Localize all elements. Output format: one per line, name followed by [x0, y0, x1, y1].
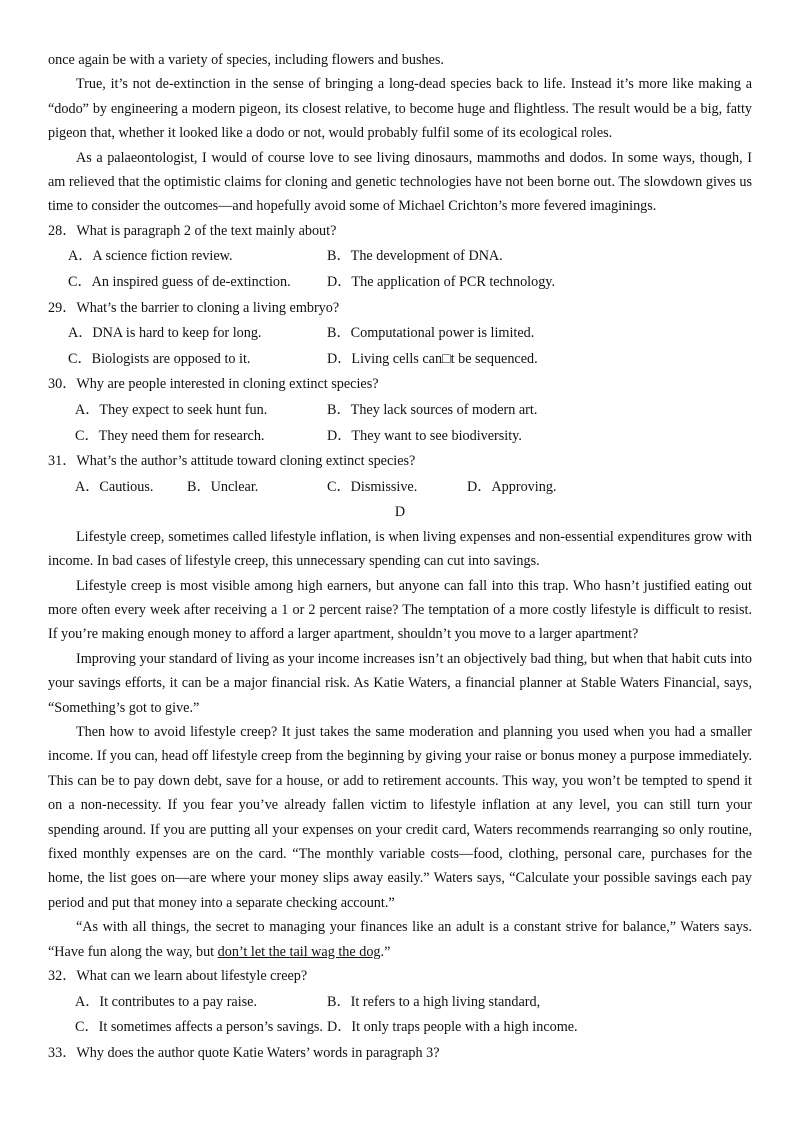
option-a: A．They expect to seek hunt fun. — [75, 402, 268, 418]
option-b: B．Unclear. — [187, 478, 259, 495]
option-c: C．An inspired guess of de-extinction. — [68, 274, 291, 291]
passage-paragraph: As a palaeontologist, I would of course love to see living dinosaurs, mammoths and dodos. In some ways, though, I am relieved that the optimistic claims for cloning and genetic technologies have not been borne out. The slowdown gives us time to consider the outcomes—and hopefully avoid some of Michael Crichton’s more fevered imaginings. — [48, 149, 752, 215]
passage-continued-line: once again be with a variety of species, including flowers and bushes. — [48, 52, 444, 68]
option-c: C．It sometimes affects a person’s savings. — [75, 1019, 323, 1036]
option-d: D．The application of PCR technology. — [327, 274, 556, 291]
passage-paragraph: Improving your standard of living as your income increases isn’t an objectively bad thing, but when that habit cuts into your savings efforts, it can be a major financial risk. As Katie Waters, a financial planner at Stable Waters Financial, says, “Something’s got to give.” — [48, 650, 752, 716]
passage-paragraph — [48, 915, 752, 964]
quote-end: .” — [380, 943, 391, 960]
options-row — [48, 347, 752, 373]
passage-paragraph: True, it’s not de-extinction in the sense of bringing a long-dead species back to life. Instead it’s more like making a “dodo” by engineering a modern pigeon, its closest relative, to become huge and flightless. The result would be a big, fatty pigeon that, whether it looked like a dodo or not, would probably fulfil some of its ecological roles. — [48, 76, 752, 142]
option-b: B．It refers to a high living standard, — [327, 993, 541, 1010]
question-stem: 32．What can we learn about lifestyle creep? — [48, 968, 308, 985]
exam-page — [48, 48, 752, 1066]
option-b: B．The development of DNA. — [327, 248, 503, 265]
options-row — [48, 321, 752, 347]
options-row — [48, 990, 752, 1016]
options-row — [48, 270, 752, 296]
option-b: B．They lack sources of modern art. — [327, 402, 538, 418]
question-stem: 30．Why are people interested in cloning extinct species? — [48, 376, 379, 393]
question-stem: 31．What’s the author’s attitude toward cloning extinct species? — [48, 453, 416, 470]
quote-text: “As with all things, the secret to managing your finances like an adult is a constant strive for balance,” Waters says. “Have fun along the way, but — [48, 919, 752, 960]
question-stem: 29．What’s the barrier to cloning a living embryo? — [48, 299, 340, 316]
options-row — [48, 244, 752, 270]
option-a: A．Cautious. — [75, 478, 154, 495]
option-d: D．It only traps people with a high income. — [327, 1019, 578, 1036]
options-row — [48, 1015, 752, 1041]
option-c: C．Biologists are opposed to it. — [68, 350, 251, 367]
question-stem: 28．What is paragraph 2 of the text mainly about? — [48, 222, 337, 239]
option-a: A．A science fiction review. — [68, 248, 233, 265]
underlined-phrase: don’t let the tail wag the dog — [217, 943, 381, 960]
option-c: C．They need them for research. — [75, 427, 265, 444]
options-row — [48, 475, 752, 501]
options-row — [48, 398, 752, 424]
option-c: C．Dismissive. — [327, 478, 418, 495]
passage-paragraph: Then how to avoid lifestyle creep? It just takes the same moderation and planning you used when you had a smaller income. If you can, head off lifestyle creep from the beginning by giving your raise or bonus money a purpose immediately. This can be to pay down debt, save for a house, or add to retirement accounts. This way, you won’t be tempted to spend it on a non-necessity. If you fear you’ve already fallen victim to lifestyle inflation at any level, you can still turn your spending around. If you are putting all your expenses on your credit card, Waters recommends rearranging so only routine, fixed monthly expenses are on the card. “The monthly variable costs—food, clothing, personal care, purchases for the home, the list goes on—are where your money slips away easily.” Waters says, “Calculate your possible savings each pay period and put that money into a separate checking account.” — [48, 724, 752, 911]
options-row — [48, 424, 752, 450]
option-d: D．They want to see biodiversity. — [327, 427, 522, 444]
passage-paragraph: Lifestyle creep, sometimes called lifestyle inflation, is when living expenses and non-essential expenditures grow with income. In bad cases of lifestyle creep, this unnecessary spending can cut into savings. — [48, 528, 752, 570]
option-b: B．Computational power is limited. — [327, 325, 535, 342]
option-a: A．It contributes to a pay raise. — [75, 993, 258, 1010]
option-d: D．Approving. — [467, 478, 557, 495]
passage-paragraph: Lifestyle creep is most visible among high earners, but anyone can fall into this trap. Who hasn’t justified eating out more often every week after receiving a 1 or 2 percent raise? The temptation of a more costly lifestyle is difficult to resist. If you’re making enough money to afford a larger apartment, shouldn’t you move to a larger apartment? — [48, 577, 752, 643]
option-d: D．Living cells can□t be sequenced. — [327, 350, 538, 367]
section-heading: D — [394, 504, 406, 521]
option-a: A．DNA is hard to keep for long. — [68, 325, 262, 342]
question-stem: 33．Why does the author quote Katie Waters’ words in paragraph 3? — [48, 1044, 440, 1061]
